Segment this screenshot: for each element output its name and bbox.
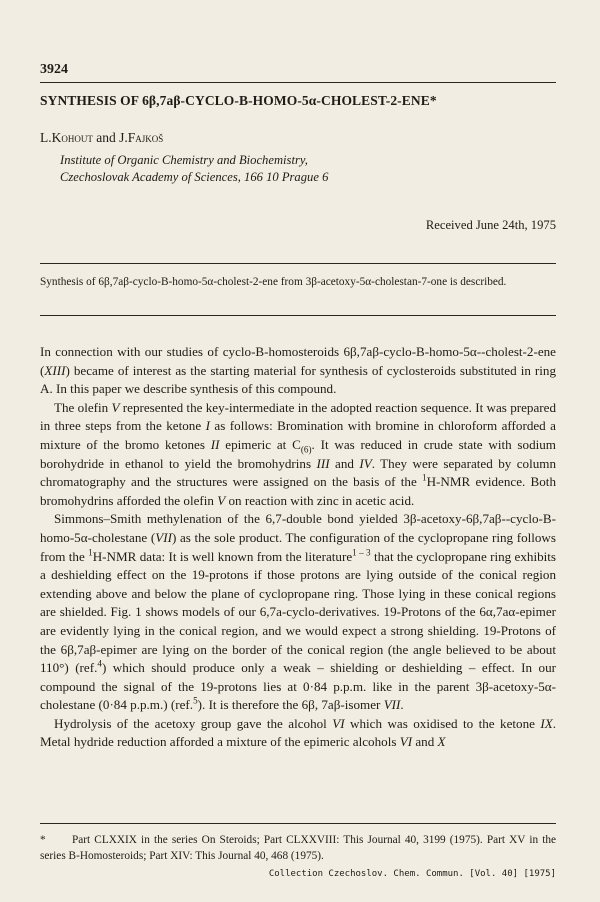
page-number: 3924 (40, 62, 68, 77)
author-1-surname: Kohout (51, 130, 93, 145)
authors (40, 130, 163, 146)
text: Hydrolysis of the acetoxy group gave the alcohol (54, 715, 333, 731)
text: represented the key-intermediate in the adopted reaction sequence. It was prepared in three steps from the ketone (40, 399, 556, 434)
author-1-initial: L. (40, 130, 52, 145)
author-2-initial: J. (119, 130, 128, 145)
affiliation-line-2: Czechoslovak Academy of Sciences, 166 10 Prague 6 (60, 170, 329, 184)
superscript: 1 (422, 472, 427, 483)
text: The olefin (54, 399, 112, 415)
text: H-NMR evidence. Both bromohydrins afforded the olefin (40, 474, 556, 508)
affiliation-line-1: Institute of Organic Chemistry and Biochemistry, (60, 153, 308, 167)
paragraph-4 (40, 715, 556, 752)
author-2-surname: Fajkoš (127, 130, 164, 145)
text: and (412, 734, 438, 750)
article-body (40, 343, 556, 752)
compound-label: VI (332, 715, 345, 731)
text: . It was reduced in crude state with sodium borohydride in ethanol to yield the bromohydrins (40, 436, 556, 471)
compound-label: VII (383, 697, 401, 713)
compound-label: VI (399, 734, 413, 750)
journal-footer: Collection Czechoslov. Chem. Commun. [Vol. 40] [1975] (268, 869, 556, 879)
text: In connection with our studies of cyclo-B-homosteroids 6β,7aβ-cyclo-B-homo-5α--cholest-2-ene ( (40, 344, 556, 378)
paragraph-3 (40, 510, 556, 715)
received-date: Received June 24th, 1975 (425, 218, 556, 232)
author-separator: and (92, 130, 120, 145)
text: ) as the sole product. The configuration of the cyclopropane ring follows from the (40, 529, 556, 564)
abstract-bottom-rule (40, 315, 556, 316)
text: ) which should produce only a weak – shielding or deshielding – effect. In our compound the signal of the 19-protons lies at 0·84 p.p.m. like in the parent 3β-acetoxy-5α-cholestane (0·84 p.p.m.) (ref. (40, 660, 556, 713)
compound-label: I (205, 418, 210, 434)
text: . Metal hydride reduction afforded a mixture of the epimeric alcohols (40, 715, 557, 750)
text: . They were separated by column chromatography and the structures were assigned on the basis of the (40, 455, 556, 490)
article-title: SYNTHESIS OF 6β,7aβ-CYCLO-B-HOMO-5α-CHOLEST-2-ENE* (40, 93, 437, 108)
text: that the cyclopropane ring exhibits a deshielding effect on the 19-protons if those protons are lying outside of the conical region extending above and below the plane of cyclopropane ring. Those lying in these conical regions are shielded. Fig. 1 shows models of our 6,7a-cyclo-derivatives. 19-Protons of the 6α,7aα-epimer are evidently lying in the conical region, and we would expect a strong shielding. 19-Protons of the 6β,7aβ-epimer are lying on the border of the conical region (the angle believed to be about 110°) (ref. (40, 548, 557, 676)
text: ). It is therefore the 6β, 7aβ-isomer (197, 697, 384, 713)
compound-label: XIII (44, 362, 66, 378)
text: which was oxidised to the ketone (344, 715, 541, 731)
compound-label: VII (155, 529, 172, 545)
text: Simmons–Smith methylenation of the 6,7-double bond yielded 3β-acetoxy-6β,7aβ--cyclo-B-homo-5α-cholestane ( (40, 511, 556, 545)
text: H-NMR data: It is well known from the literature (92, 548, 353, 564)
reference-superscript: 5 (193, 695, 198, 706)
superscript: 1 (88, 547, 93, 558)
footnote-rule (40, 823, 556, 824)
compound-label: V (217, 492, 226, 508)
compound-label: II (210, 436, 220, 452)
footnote (40, 832, 556, 864)
text: and (329, 455, 360, 471)
compound-label: IX (540, 715, 553, 731)
text: epimeric at C (219, 436, 301, 452)
abstract-top-rule (40, 263, 556, 264)
text: as follows: Bromination with bromine in chloroform afforded a mixture of the bromo ketones (40, 418, 556, 452)
reference-superscript: 1 – 3 (352, 547, 371, 558)
compound-label: IV (359, 455, 372, 471)
text: . (400, 697, 404, 713)
compound-label: V (111, 399, 120, 415)
paragraph-1 (40, 343, 556, 399)
compound-label: X (437, 734, 446, 750)
subscript: (6) (300, 444, 312, 455)
compound-label: III (316, 455, 330, 471)
header-rule (40, 82, 556, 83)
footnote-text: Part CLXXIX in the series On Steroids; Part CLXXVIII: This Journal 40, 3199 (1975). Part XV in the series B-Homosteroids; Part XIV: This Journal 40, 468 (1975). (40, 834, 556, 862)
reference-superscript: 4 (97, 658, 102, 669)
text: ) became of interest as the starting material for synthesis of cyclosteroids substituted in ring A. In this paper we describe synthesis of this compound. (40, 362, 556, 397)
paragraph-2 (40, 399, 556, 511)
text: on reaction with zinc in acetic acid. (225, 492, 415, 508)
abstract: Synthesis of 6β,7aβ-cyclo-B-homo-5α-cholest-2-ene from 3β-acetoxy-5α-cholestan-7-one is described. (40, 276, 507, 288)
footnote-mark: * (40, 834, 46, 846)
